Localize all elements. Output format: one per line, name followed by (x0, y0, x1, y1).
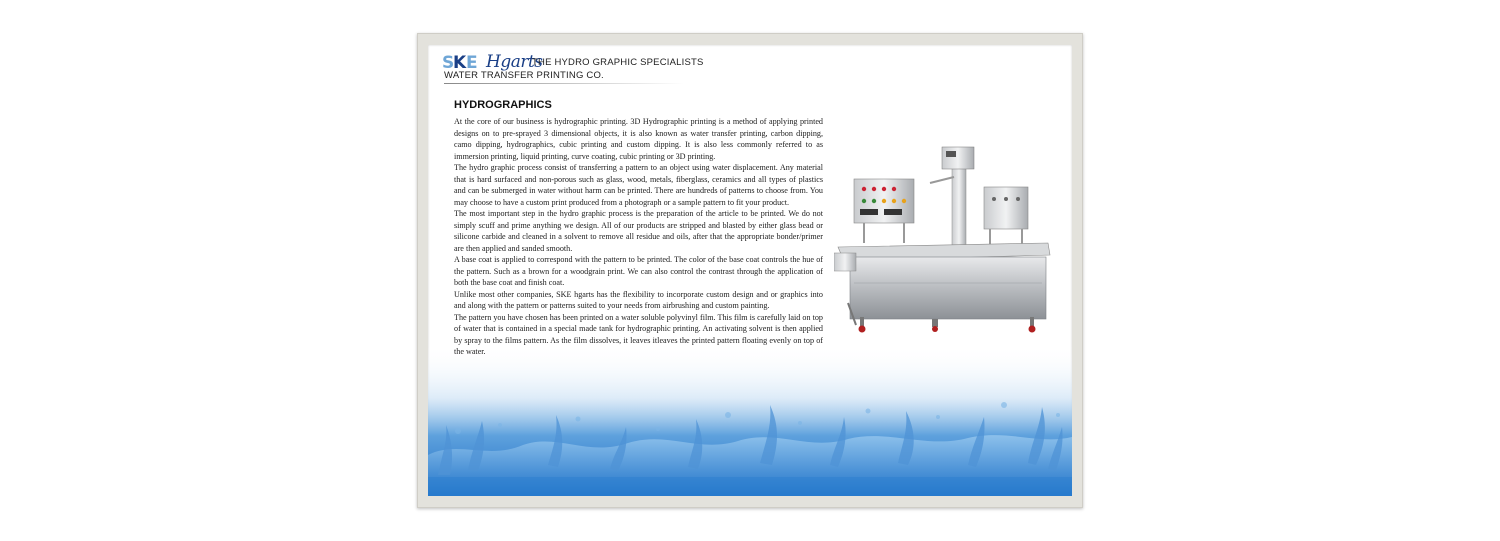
logo-subtitle: WATER TRANSFER PRINTING CO. (444, 70, 604, 81)
paragraph: The hydro graphic process consist of transferring a pattern to an object using water displacement. Any material that is hard surfaced and non-porous such as glass, wood, metals, fiberglass, ceramics and all types of plastics and can be submerged in water without harm can be printed. There are hundreds of patterns to choose from. You may choose to have a custom print produced from a photograph or a sample pattern to fit your product. (454, 163, 823, 207)
company-logo (442, 53, 722, 89)
section-heading: HYDROGRAPHICS (454, 99, 552, 111)
svg-text:K: K (453, 53, 467, 71)
paragraph: At the core of our business is hydrographic printing. 3D Hydrographic printing is a method of applying printed designs on to pre-sprayed 3 dimensional objects, it is also known as water transfer printing, carbon dipping, camo dipping, hydrographics, cubic printing and custom dipping. It is also less commonly referred to as immersion printing, liquid printing, curve coating, cubic printing or 3D printing. (454, 117, 823, 161)
paragraph: The pattern you have chosen has been printed on a water soluble polyvinyl film. This film is carefully laid on top of water that is contained in a special made tank for hydrographic printing. An activating solvent is then applied by spray to the films pattern. As the film dissolves, it leaves itleaves the printed pattern floating evenly on top of the water. (454, 312, 823, 356)
svg-text:E: E (466, 53, 478, 71)
poster-page (428, 45, 1072, 496)
body-text (454, 116, 823, 358)
ske-logo-icon (442, 53, 488, 71)
svg-text:S: S (442, 53, 455, 71)
water-splash-image (428, 345, 1072, 496)
paragraph: The most important step in the hydro graphic process is the preparation of the article to be printed. We do not simply scuff and prime anything we design. All of our products are stripped and blasted by either glass bead or silicone carbide and cleaned in a solvent to remove all residue and oils, after that the appropriate bonder/primer are then applied and sanded smooth. (454, 209, 823, 253)
picture-frame (417, 33, 1083, 508)
paragraph: Unlike most other companies, SKE hgarts has the flexibility to incorporate custom design and or graphics into and along with the pattern or patterns suited to your needs from airbrushing and custom painting. (454, 289, 823, 310)
paragraph: A base coat is applied to correspond with the pattern to be printed. The color of the base coat controls the hue of the pattern. Such as a brown for a woodgrain print. We can also control the contrast through the application of both the base coat and finish coat. (454, 255, 823, 287)
logo-tagline: THE HYDRO GRAPHIC SPECIALISTS (532, 57, 704, 68)
hydrographic-machine-image (834, 143, 1056, 333)
logo-script-name: Hgarts (486, 52, 543, 72)
logo-divider (444, 83, 684, 84)
